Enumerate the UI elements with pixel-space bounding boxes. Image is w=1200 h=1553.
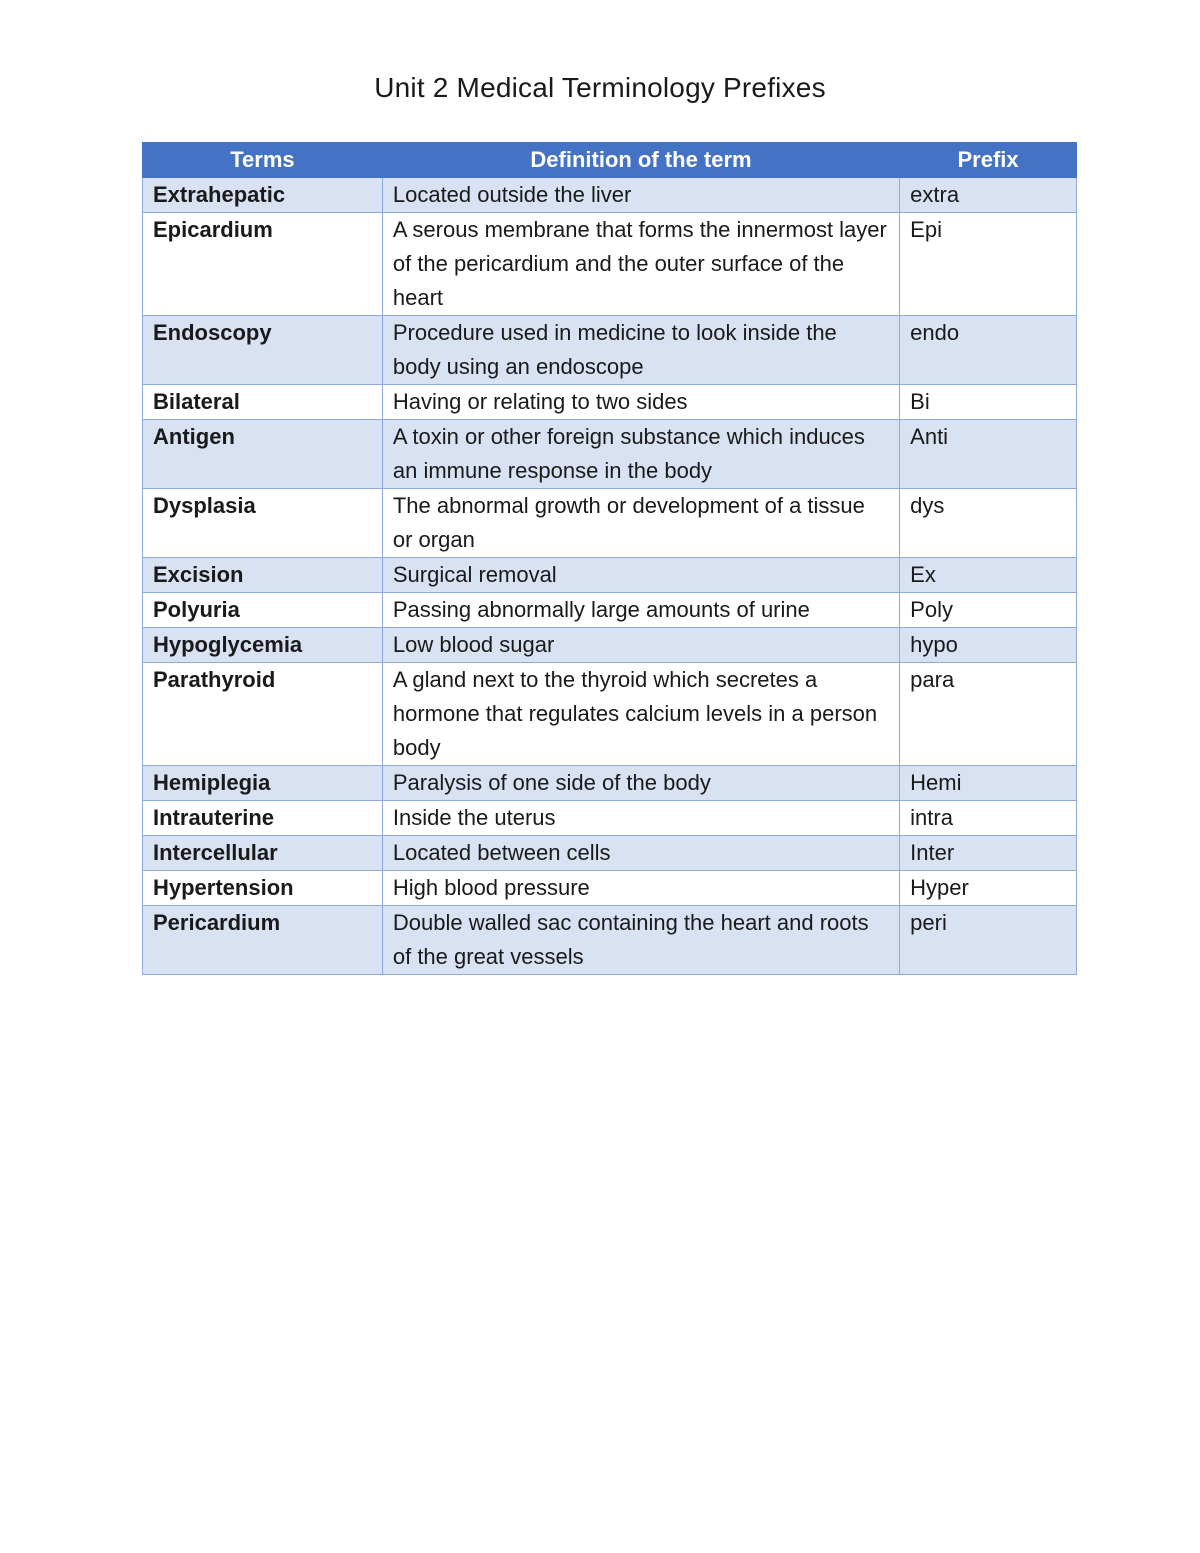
definition-cell: Passing abnormally large amounts of urine <box>382 593 899 628</box>
prefix-cell: hypo <box>900 628 1077 663</box>
term-cell: Polyuria <box>143 593 383 628</box>
definition-cell: A serous membrane that forms the innermost layer of the pericardium and the outer surface of the heart <box>382 213 899 316</box>
term-cell: Endoscopy <box>143 316 383 385</box>
table-row <box>143 213 1077 316</box>
term-cell: Intrauterine <box>143 801 383 836</box>
definition-cell: High blood pressure <box>382 871 899 906</box>
prefix-cell: Ex <box>900 558 1077 593</box>
table-header <box>143 143 1077 178</box>
definition-cell: Procedure used in medicine to look inside the body using an endoscope <box>382 316 899 385</box>
prefix-cell: intra <box>900 801 1077 836</box>
table-row <box>143 385 1077 420</box>
definition-cell: Having or relating to two sides <box>382 385 899 420</box>
term-cell: Dysplasia <box>143 489 383 558</box>
header-definition: Definition of the term <box>382 143 899 178</box>
term-cell: Antigen <box>143 420 383 489</box>
term-cell: Pericardium <box>143 906 383 975</box>
table-row <box>143 801 1077 836</box>
term-cell: Intercellular <box>143 836 383 871</box>
prefix-cell: peri <box>900 906 1077 975</box>
prefix-cell: Bi <box>900 385 1077 420</box>
table-row <box>143 558 1077 593</box>
table-row <box>143 628 1077 663</box>
table-row <box>143 836 1077 871</box>
definition-cell: Low blood sugar <box>382 628 899 663</box>
term-cell: Parathyroid <box>143 663 383 766</box>
prefix-cell: endo <box>900 316 1077 385</box>
table-row <box>143 766 1077 801</box>
table-body <box>143 178 1077 975</box>
header-row <box>143 143 1077 178</box>
term-cell: Bilateral <box>143 385 383 420</box>
prefix-cell: Hyper <box>900 871 1077 906</box>
definition-cell: Surgical removal <box>382 558 899 593</box>
prefix-cell: Hemi <box>900 766 1077 801</box>
header-prefix: Prefix <box>900 143 1077 178</box>
term-cell: Epicardium <box>143 213 383 316</box>
definition-cell: Located between cells <box>382 836 899 871</box>
definition-cell: A gland next to the thyroid which secretes a hormone that regulates calcium levels in a person body <box>382 663 899 766</box>
table-row <box>143 489 1077 558</box>
table-row <box>143 316 1077 385</box>
prefix-table <box>142 142 1077 975</box>
term-cell: Excision <box>143 558 383 593</box>
prefix-cell: dys <box>900 489 1077 558</box>
term-cell: Hypertension <box>143 871 383 906</box>
page-title: Unit 2 Medical Terminology Prefixes <box>374 72 826 103</box>
definition-cell: Paralysis of one side of the body <box>382 766 899 801</box>
definition-cell: Inside the uterus <box>382 801 899 836</box>
definition-cell: A toxin or other foreign substance which induces an immune response in the body <box>382 420 899 489</box>
prefix-cell: Epi <box>900 213 1077 316</box>
table-row <box>143 593 1077 628</box>
definition-cell: Located outside the liver <box>382 178 899 213</box>
prefix-cell: Anti <box>900 420 1077 489</box>
prefix-cell: Inter <box>900 836 1077 871</box>
prefix-cell: extra <box>900 178 1077 213</box>
prefix-cell: Poly <box>900 593 1077 628</box>
table-row <box>143 420 1077 489</box>
definition-cell: Double walled sac containing the heart and roots of the great vessels <box>382 906 899 975</box>
table-row <box>143 663 1077 766</box>
term-cell: Hemiplegia <box>143 766 383 801</box>
term-cell: Hypoglycemia <box>143 628 383 663</box>
definition-cell: The abnormal growth or development of a tissue or organ <box>382 489 899 558</box>
term-cell: Extrahepatic <box>143 178 383 213</box>
prefix-cell: para <box>900 663 1077 766</box>
table-row <box>143 906 1077 975</box>
header-terms: Terms <box>143 143 383 178</box>
table-row <box>143 871 1077 906</box>
table-row <box>143 178 1077 213</box>
